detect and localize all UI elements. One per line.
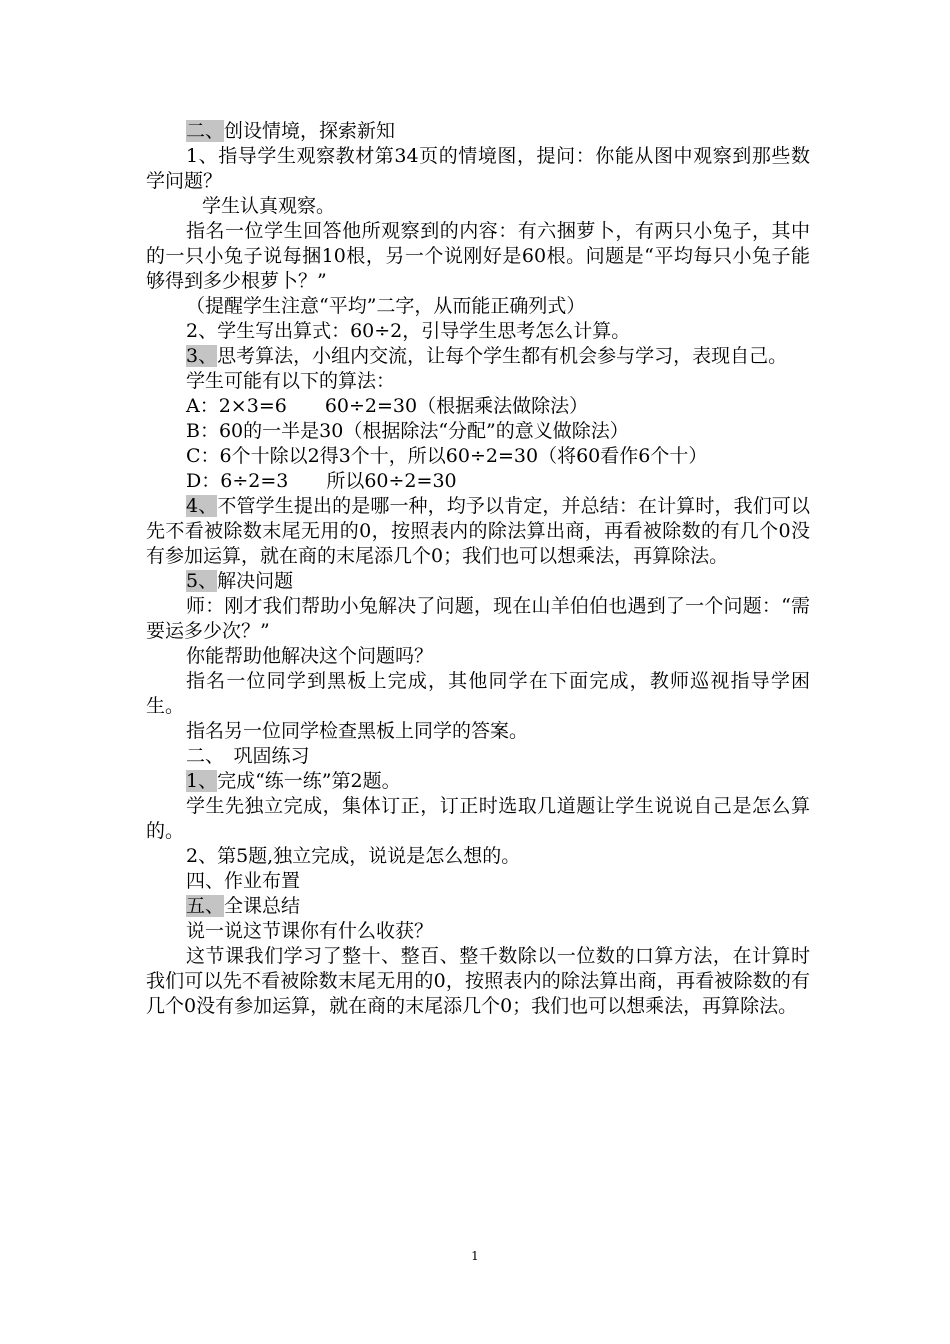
paragraph-text: 不管学生提出的是哪一种，均予以肯定，并总结：在计算时，我们可以先不看被除数末尾无用的0，按照表内的除法算出商，再看被除数的有几个0没有参加运算，就在商的末尾添几个0；我们也可以想乘法，再算除法。 — [146, 495, 810, 567]
paragraph-text: C：6个十除以2得3个十，所以60÷2=30（将60看作6个十） — [186, 445, 708, 467]
paragraph-text: 说一说这节课你有什么收获？ — [186, 920, 434, 942]
paragraph-text: 二、 巩固练习 — [186, 745, 310, 767]
paragraph — [146, 669, 810, 719]
paragraph — [146, 469, 810, 494]
paragraph — [146, 394, 810, 419]
paragraph — [146, 419, 810, 444]
paragraph — [146, 119, 810, 144]
paragraph-text: 2、学生写出算式：60÷2，引导学生思考怎么计算。 — [186, 320, 631, 342]
paragraph-text: 1、指导学生观察教材第34页的情境图，提问：你能从图中观察到那些数学问题？ — [146, 145, 810, 192]
paragraph — [146, 894, 810, 919]
paragraph — [146, 844, 810, 869]
paragraph — [146, 494, 810, 569]
highlighted-number: 二、 — [186, 120, 225, 142]
paragraph-text: 创设情境，探索新知 — [224, 120, 396, 142]
paragraph — [146, 744, 810, 769]
paragraph — [146, 794, 810, 844]
paragraph — [146, 344, 810, 369]
highlighted-number: 3、 — [186, 345, 218, 367]
paragraph-text: 学生认真观察。 — [202, 195, 336, 217]
highlighted-number: 5、 — [186, 570, 218, 592]
paragraph-text: 学生先独立完成，集体订正，订正时选取几道题让学生说说自己是怎么算的。 — [146, 795, 810, 842]
paragraph-text: 完成“练一练”第2题。 — [217, 770, 401, 792]
paragraph — [146, 444, 810, 469]
document-body — [146, 119, 810, 1019]
paragraph — [146, 769, 810, 794]
paragraph — [146, 194, 810, 219]
paragraph — [146, 869, 810, 894]
paragraph — [146, 944, 810, 1019]
paragraph — [146, 144, 810, 194]
paragraph — [146, 319, 810, 344]
paragraph-text: 指名另一位同学检查黑板上同学的答案。 — [186, 720, 529, 742]
paragraph — [146, 919, 810, 944]
paragraph-text: 四、作业布置 — [186, 870, 301, 892]
highlighted-number: 4、 — [186, 495, 218, 517]
paragraph-text: 解决问题 — [217, 570, 294, 592]
highlighted-number: 五、 — [186, 895, 225, 917]
highlighted-number: 1、 — [186, 770, 218, 792]
paragraph-text: 师：刚才我们帮助小兔解决了问题，现在山羊伯伯也遇到了一个问题：“需要运多少次？” — [146, 595, 810, 642]
paragraph-text: 指名一位学生回答他所观察到的内容：有六捆萝卜，有两只小兔子，其中的一只小兔子说每捆10根，另一个说刚好是60根。问题是“平均每只小兔子能够得到多少根萝卜？” — [146, 220, 810, 292]
paragraph — [146, 644, 810, 669]
page-number: 1 — [471, 1249, 479, 1263]
paragraph-text: 思考算法，小组内交流，让每个学生都有机会参与学习，表现自己。 — [217, 345, 788, 367]
paragraph-text: 2、第5题,独立完成，说说是怎么想的。 — [186, 845, 521, 867]
paragraph — [146, 569, 810, 594]
paragraph-text: A：2×3=6 60÷2=30（根据乘法做除法） — [186, 395, 589, 417]
paragraph-text: B：60的一半是30（根据除法“分配”的意义做除法） — [186, 420, 629, 442]
paragraph — [146, 594, 810, 644]
paragraph-text: 指名一位同学到黑板上完成，其他同学在下面完成，教师巡视指导学困生。 — [146, 670, 810, 717]
paragraph — [146, 369, 810, 394]
paragraph-text: （提醒学生注意“平均”二字，从而能正确列式） — [186, 295, 586, 317]
paragraph — [146, 719, 810, 744]
paragraph-text: 你能帮助他解决这个问题吗？ — [186, 645, 434, 667]
paragraph-text: 学生可能有以下的算法： — [186, 370, 396, 392]
paragraph — [146, 294, 810, 319]
paragraph-text: 全课总结 — [224, 895, 301, 917]
paragraph — [146, 219, 810, 294]
paragraph-text: 这节课我们学习了整十、整百、整千数除以一位数的口算方法，在计算时我们可以先不看被除数末尾无用的0，按照表内的除法算出商，再看被除数的有几个0没有参加运算，就在商的末尾添几个0；我们也可以想乘法，再算除法。 — [146, 945, 810, 1017]
paragraph-text: D：6÷2=3 所以60÷2=30 — [186, 470, 457, 492]
